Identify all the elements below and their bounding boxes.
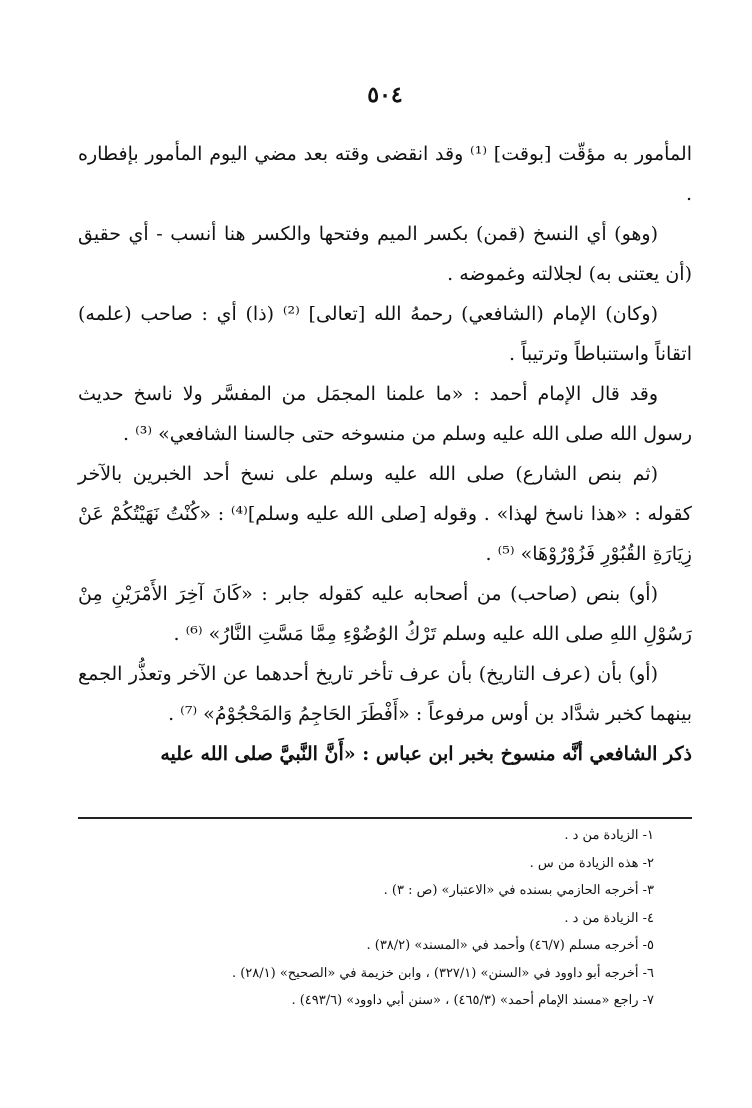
paragraph-ahmad-quote: وقد قال الإمام أحمد : «ما علمنا المجمَل من المفسَّر ولا ناسخ حديث رسول الله صلى الله عليه وسلم من منسوخه حتى جالسنا الشافعي» ⁽³⁾ . xyxy=(78,383,692,445)
paragraph-lawgiver-text: (ثم بنص الشارع) صلى الله عليه وسلم على نسخ أحد الخبرين بالآخر كقوله : «هذا ناسخ لهذا» . وقوله [صلى الله عليه وسلم]⁽⁴⁾ : «كُنْتُ نَهَيْتُكُمْ عَنْ زِيَارَةِ القُبُوْرِ فَزُوْرُوْهَا» ⁽⁵⁾ . xyxy=(78,463,692,565)
main-text xyxy=(78,134,692,774)
footnote-4: ٤- الزيادة من د . xyxy=(564,910,654,926)
paragraph-abrogation-example: المأمور به مؤقّت [بوقت] ⁽¹⁾ وقد انقضى وقته بعد مضي اليوم المأمور بإفطاره . xyxy=(78,143,693,205)
footnote-5: ٥- أخرجه مسلم (٤٦/٧) وأحمد في «المسند» (٣٨/٢) . xyxy=(366,938,654,953)
footnote-6: ٦- أخرجه أبو داوود في «السنن» (٣٢٧/١) ، وابن خزيمة في «الصحيح» (٢٨/١) . xyxy=(231,965,654,981)
footnote-divider xyxy=(78,817,692,819)
paragraph-shafii: (وكان) الإمام (الشافعي) رحمهُ الله [تعالى] ⁽²⁾ (ذا) أي : صاحب (علمه) اتقاناً واستنباطاً وترتيباً . xyxy=(78,303,692,365)
footnote-1: ١- الزيادة من د . xyxy=(564,828,654,843)
page-number: ٥٠٤ xyxy=(367,82,403,108)
footnotes xyxy=(78,822,692,1015)
paragraph-naskh-worthy: (وهو) أي النسخ (قمن) بكسر الميم وفتحها والكسر هنا أنسب - أي حقيق (أن يعتنى به) لجلالته وغموضه . xyxy=(78,223,692,285)
paragraph-ibn-abbas: ذكر الشافعي أنَّه منسوخ بخبر ابن عباس : «أَنَّ النَّبيَّ صلى الله عليه xyxy=(160,743,692,765)
paragraph-companion-text: (أو) بنص (صاحب) من أصحابه عليه كقوله جابر : «كَانَ آخِرَ الأَمْرَيْنِ مِنْ رَسُوْلِ اللهِ صلى الله عليه وسلم تَرْكُ الوُضُوْءِ مِمَّا مَسَّتِ النَّارُ» ⁽⁶⁾ . xyxy=(78,583,692,645)
footnote-7: ٧- راجع «مسند الإمام أحمد» (٤٦٥/٣) ، «سنن أبي داوود» (٤٩٣/٦) . xyxy=(291,993,654,1008)
footnote-2: ٢- هذه الزيادة من س . xyxy=(529,855,654,871)
footnote-3: ٣- أخرجه الحازمي بسنده في «الاعتبار» (ص : ٣) . xyxy=(383,883,654,898)
book-page xyxy=(78,0,692,1108)
paragraph-known-history: (أو) بأن (عرف التاريخ) بأن عرف تأخر تاريخ أحدهما عن الآخر وتعذُّر الجمع بينهما كخبر شدَّاد بن أوس مرفوعاً : «أَفْطَرَ الحَاجِمُ وَالمَحْجُوْمُ» ⁽⁷⁾ . xyxy=(78,663,692,725)
